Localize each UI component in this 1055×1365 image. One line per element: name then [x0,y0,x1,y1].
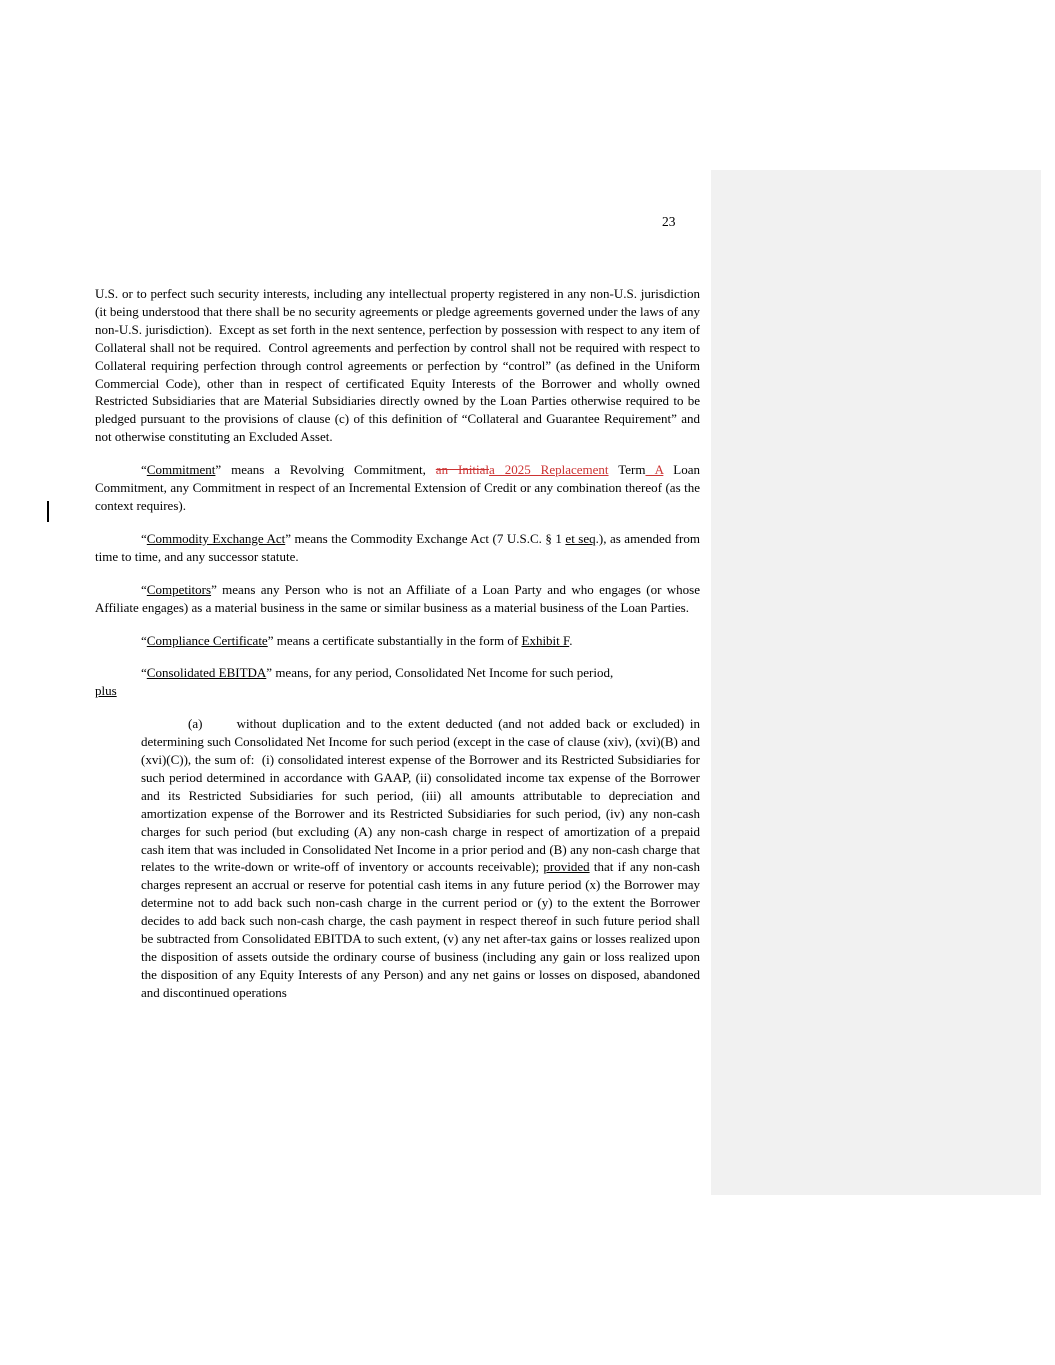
text-run: Loan Commitment, any Commitment in respect of an Incremental Extension of Credit or any combination thereof (as the context requires). [95,462,700,513]
defined-term: Commodity Exchange Act [146,530,286,546]
paragraph-competitors-definition [95,581,700,617]
text-column [95,285,700,1017]
text-run: ” means the Commodity Exchange Act (7 U.S.C. § 1 [285,530,566,546]
inserted-text: a 2025 Replacement [489,462,609,478]
text-run: ” means a certificate substantially in the form of [267,632,522,648]
page-number: 23 [662,214,676,229]
deleted-text: an Initial [435,462,490,478]
revision-change-bar [47,501,49,522]
text-run: “ [141,530,147,546]
text-run: ” means any Person who is not an Affiliate of a Loan Party and who engages (or whose Affiliate engages) as a material business in the same or similar business as a material business of the Loan Parties. [95,581,700,615]
text-run: “ [141,665,147,681]
underlined-text: plus [95,683,117,699]
paragraph-consolidated-ebitda-definition [95,664,700,700]
text-run: “ [141,632,147,648]
text-run: ” means a Revolving Commitment, [215,462,436,478]
side-margin-panel [711,170,1041,1195]
text-run: ” means, for any period, Consolidated Net Income for such period, [266,665,614,681]
inserted-text: A [645,462,664,478]
underlined-text: et seq [565,530,596,546]
underlined-text: provided [543,859,590,875]
defined-term: Competitors [146,581,212,597]
paragraph-collateral-continuation [95,285,700,446]
defined-term: Consolidated EBITDA [146,665,267,681]
text-run: “ [141,462,147,478]
underlined-text: Exhibit F [521,632,570,648]
defined-term: Compliance Certificate [146,632,268,648]
paragraph-clause-a [141,715,700,1002]
defined-term: Commitment [146,462,216,478]
paragraph-compliance-certificate-definition [95,632,700,650]
paragraph-commitment-definition [95,461,700,515]
paragraph-commodity-exchange-act-definition [95,530,700,566]
text-run: .), as amended from time to time, and any successor statute. [95,530,701,564]
text-run: U.S. or to perfect such security interests, including any intellectual property registered in any non-U.S. jurisdiction (it being understood that there shall be no security agreements or pledge agreements governed under the laws of any non-U.S. jurisdiction). Except as set forth in the next sentence, perfection by possession with respect to any item of Collateral shall not be required. Control agreements and perfection by control shall not be required with respect to Collateral requiring perfection through control agreements or perfection by “control” (as defined in the Uniform Commercial Code), other than in respect of certificated Equity Interests of the Borrower and wholly owned Restricted Subsidiaries that are Material Subsidiaries directly owned by the Loan Parties otherwise required to be pledged pursuant to the provisions of clause (c) of this definition of “Collateral and Guarantee Requirement” and not otherwise constituting an Excluded Asset. [95,286,700,445]
text-run: Term [608,462,646,478]
text-run: that if any non-cash charges represent an accrual or reserve for potential cash items in any future period (x) the Borrower may determine not to add back such non-cash charge in the current period or (y) to the extent the Borrower decides to add back such non-cash charge, the cash payment in respect thereof in such future period shall be subtracted from Consolidated EBITDA to such extent, (v) any net after-tax gains or losses realized upon the disposition of assets outside the ordinary course of business (including any gain or loss realized upon the disposition of any Equity Interests of any Person) and any net gains or losses on disposed, abandoned and discontinued operations [141,859,700,1000]
text-run: “ [141,581,147,597]
text-run: (a) without duplication and to the extent deducted (and not added back or excluded) in determining such Consolidated Net Income for such period (except in the case of clause (xiv), (xvi)(B) and (xvi)(C)), the sum of: (i) consolidated interest expense of the Borrower and its Restricted Subsidiaries for such period determined in accordance with GAAP, (ii) consolidated income tax expense of the Borrower and its Restricted Subsidiaries for such period, (iii) all amounts attributable to depreciation and amortization expense of the Borrower and its Restricted Subsidiaries for such period, (iv) any non-cash charges for such period (but excluding (A) any non-cash charge in respect of amortization of a prepaid cash item that was included in Consolidated Net Income in a prior period and (B) any non-cash charge that relates to the write-down or write-off of inventory or accounts receivable); [141,716,700,875]
text-run: . [569,632,573,648]
